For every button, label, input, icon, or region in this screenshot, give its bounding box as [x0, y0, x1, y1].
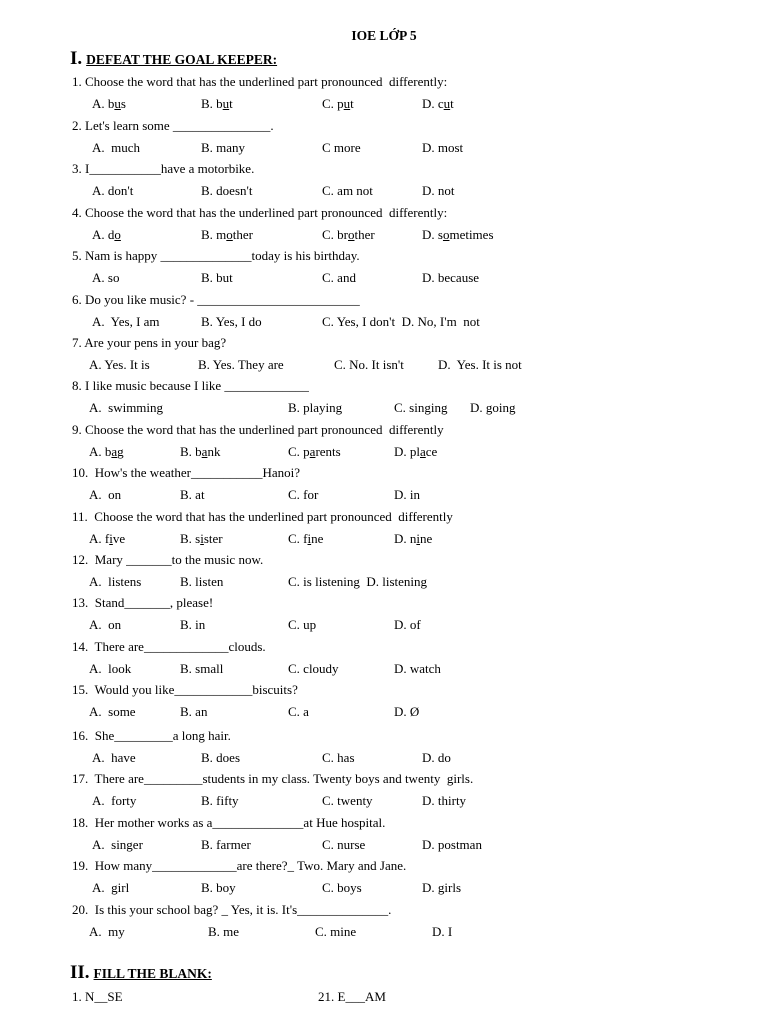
answer-option [208, 924, 239, 940]
page-title: IOE LỚP 5 [351, 28, 417, 43]
option-text: D. thirty [422, 793, 467, 808]
answer-option [470, 400, 516, 416]
question-text: 15. Would you like____________biscuits? [72, 682, 298, 697]
option-text: D. going [470, 400, 516, 415]
answer-option [180, 574, 223, 590]
option-text: B. playing [288, 400, 343, 415]
option-text: B. doesn't [201, 183, 253, 198]
answer-option [422, 96, 454, 112]
option-text: C. f [288, 531, 308, 546]
option-text-rest: ster [203, 531, 223, 546]
question-text: 8. I like music because I like _____________ [72, 378, 309, 393]
answer-option [92, 880, 129, 896]
option-text: B. Yes. They are [198, 357, 284, 372]
section-1-number: I. [70, 48, 83, 69]
section-1-title: DEFEAT THE GOAL KEEPER: [86, 52, 278, 67]
option-text: B. small [180, 661, 224, 676]
underlined-letter: a [111, 444, 118, 459]
option-text: B. Yes, I do [201, 314, 262, 329]
option-text: A. d [92, 227, 115, 242]
option-text-rest: ne [311, 531, 324, 546]
question-text: 20. Is this your school bag? _ Yes, it is. It's______________. [72, 902, 392, 917]
answer-option [92, 140, 140, 156]
answer-option [201, 314, 262, 330]
option-text: D. in [394, 487, 420, 502]
answer-option [422, 837, 482, 853]
option-text: B. b [180, 444, 202, 459]
option-text: B. at [180, 487, 205, 502]
fill-suffix: AM [364, 989, 386, 1004]
answer-option [201, 837, 251, 853]
option-text: A. b [89, 444, 112, 459]
option-text: C. up [288, 617, 317, 632]
option-text-rest: t [229, 96, 233, 111]
question-text: 9. Choose the word that has the underlined part pronounced differently [72, 422, 444, 437]
answer-option [92, 183, 133, 199]
option-text: B. listen [180, 574, 224, 589]
option-text-rest: metimes [449, 227, 494, 242]
question-text: 19. How many_____________are there?_ Two. Mary and Jane. [72, 858, 407, 873]
answer-option [92, 227, 121, 243]
underlined-letter: i [307, 531, 312, 546]
question-text: 14. There are_____________clouds. [72, 639, 266, 654]
answer-option [92, 750, 136, 766]
option-text: C more [322, 140, 361, 155]
answer-option [322, 270, 356, 286]
answer-option [201, 227, 253, 243]
answer-option [180, 704, 207, 720]
option-text: D. watch [394, 661, 441, 676]
question-text: 2. Let's learn some _______________. [72, 118, 274, 133]
underlined-letter: u [443, 96, 451, 111]
answer-option [201, 793, 239, 809]
answer-option [89, 924, 125, 940]
answer-option [288, 661, 339, 677]
underlined-letter: u [343, 96, 351, 111]
answer-option [394, 704, 419, 720]
answer-option [180, 661, 223, 677]
option-text: A. f [89, 531, 110, 546]
option-text: A. on [89, 487, 122, 502]
option-text-rest: t [350, 96, 354, 111]
question-text: 16. She_________a long hair. [72, 728, 231, 743]
option-text: D. Yes. It is not [438, 357, 522, 372]
option-text: B. in [180, 617, 206, 632]
option-text: A. forty [92, 793, 137, 808]
answer-option [89, 400, 163, 416]
answer-option [89, 487, 121, 503]
underlined-letter: a [201, 444, 208, 459]
option-text: A. my [89, 924, 125, 939]
answer-option [422, 880, 461, 896]
option-text: A. much [92, 140, 141, 155]
question-text: 5. Nam is happy ______________today is his birthday. [72, 248, 360, 263]
underlined-letter: u [222, 96, 230, 111]
option-text-rest: ne [420, 531, 433, 546]
option-text: B. does [201, 750, 240, 765]
option-text: D. pl [394, 444, 420, 459]
option-text: C. p [322, 96, 344, 111]
answer-option [89, 704, 136, 720]
option-text: C. singing [394, 400, 448, 415]
option-text-rest: ther [232, 227, 254, 242]
option-text: C. nurse [322, 837, 366, 852]
section-2-title: FILL THE BLANK: [93, 966, 212, 981]
answer-option [89, 357, 150, 373]
answer-option [394, 444, 437, 460]
answer-option [315, 924, 356, 940]
fill-blank: ___ [345, 989, 365, 1004]
option-text: C. cloudy [288, 661, 339, 676]
option-text: B. many [201, 140, 246, 155]
answer-option [89, 444, 124, 460]
option-text: A. some [89, 704, 136, 719]
answer-option [394, 400, 447, 416]
question-text: 18. Her mother works as a______________at Hue hospital. [72, 815, 386, 830]
option-text: B. m [201, 227, 227, 242]
answer-option [288, 487, 318, 503]
option-text: C. for [288, 487, 319, 502]
fill-prefix: 21. E [318, 989, 346, 1004]
option-text-rest: ce [425, 444, 438, 459]
option-text: A. so [92, 270, 120, 285]
answer-option [394, 487, 420, 503]
fill-suffix: SE [107, 989, 123, 1004]
answer-option [92, 96, 126, 112]
answer-option [322, 793, 373, 809]
underlined-letter: u [114, 96, 121, 111]
option-text: C. No. It isn't [334, 357, 404, 372]
fill-blank: __ [94, 989, 108, 1004]
answer-option [201, 140, 245, 156]
option-text: C. twenty [322, 793, 373, 808]
option-text: C. p [288, 444, 310, 459]
underlined-letter: o [348, 227, 355, 242]
section-2-heading [70, 962, 212, 984]
option-text: B. fifty [201, 793, 239, 808]
answer-option [322, 314, 480, 330]
option-text: C. br [322, 227, 348, 242]
option-text: D. most [422, 140, 464, 155]
answer-option [394, 617, 421, 633]
option-text: D. n [394, 531, 417, 546]
answer-option [89, 617, 121, 633]
question-text: 7. Are your pens in your bag? [72, 335, 227, 350]
answer-option [322, 183, 373, 199]
option-text: A. singer [92, 837, 143, 852]
answer-option [422, 140, 463, 156]
section-1-heading [70, 48, 277, 70]
option-text-rest: t [450, 96, 454, 111]
option-text: B. s [180, 531, 201, 546]
question-text: 11. Choose the word that has the underlined part pronounced differently [72, 509, 453, 524]
answer-option [89, 661, 131, 677]
option-text: B. boy [201, 880, 236, 895]
answer-option [322, 880, 362, 896]
underlined-letter: o [114, 227, 121, 242]
answer-option [422, 183, 455, 199]
question-text: 6. Do you like music? - _________________________ [72, 292, 360, 307]
answer-option [422, 227, 494, 243]
question-text: 12. Mary _______to the music now. [72, 552, 264, 567]
option-text: B. but [201, 270, 233, 285]
answer-option [201, 96, 233, 112]
option-text-rest: g [117, 444, 124, 459]
option-text: D. of [394, 617, 421, 632]
option-text: C. mine [315, 924, 357, 939]
option-text-rest: rents [315, 444, 341, 459]
option-text: A. Yes. It is [89, 357, 150, 372]
option-text: C. boys [322, 880, 362, 895]
option-text: D. I [432, 924, 453, 939]
answer-option [422, 793, 466, 809]
fill-blank-item [318, 989, 386, 1005]
answer-option [334, 357, 404, 373]
question-text: 3. I___________have a motorbike. [72, 161, 255, 176]
answer-option [201, 183, 252, 199]
fill-prefix: 1. N [72, 989, 95, 1004]
option-text: D. Ø [394, 704, 420, 719]
underlined-letter: o [226, 227, 233, 242]
answer-option [92, 837, 143, 853]
option-text: C. a [288, 704, 309, 719]
answer-option [92, 270, 119, 286]
option-text: B. an [180, 704, 208, 719]
option-text-rest: ther [354, 227, 375, 242]
answer-option [322, 750, 355, 766]
option-text: A. girl [92, 880, 130, 895]
answer-option [180, 617, 205, 633]
answer-option [288, 531, 323, 547]
answer-option [322, 140, 361, 156]
option-text: B. me [208, 924, 240, 939]
answer-option [201, 880, 236, 896]
option-text: B. b [201, 96, 223, 111]
answer-option [89, 574, 141, 590]
option-text: A. on [89, 617, 122, 632]
question-text: 10. How's the weather___________Hanoi? [72, 465, 300, 480]
answer-option [198, 357, 284, 373]
option-text: C. is listening D. listening [288, 574, 428, 589]
answer-option [394, 531, 432, 547]
answer-option [288, 574, 427, 590]
answer-option [288, 400, 342, 416]
answer-option [89, 531, 125, 547]
question-text: 1. Choose the word that has the underlined part pronounced differently: [72, 74, 448, 89]
option-text: D. c [422, 96, 444, 111]
option-text: D. do [422, 750, 451, 765]
underlined-letter: a [309, 444, 316, 459]
option-text: D. s [422, 227, 443, 242]
option-text: A. don't [92, 183, 134, 198]
option-text: A. Yes, I am [92, 314, 160, 329]
underlined-letter: o [442, 227, 450, 242]
option-text: D. girls [422, 880, 461, 895]
answer-option [180, 487, 205, 503]
option-text: A. b [92, 96, 115, 111]
answer-option [438, 357, 522, 373]
answer-option [288, 704, 309, 720]
answer-option [422, 270, 479, 286]
answer-option [180, 531, 223, 547]
question-text: 17. There are_________students in my class. Twenty boys and twenty girls. [72, 771, 474, 786]
answer-option [322, 837, 365, 853]
section-2-number: II. [70, 962, 90, 983]
answer-option [432, 924, 452, 940]
option-text: C. am not [322, 183, 373, 198]
answer-option [422, 750, 451, 766]
option-text: D. postman [422, 837, 482, 852]
answer-option [201, 750, 240, 766]
answer-option [394, 661, 441, 677]
fill-blank-item [72, 989, 123, 1005]
option-text-rest: s [120, 96, 126, 111]
answer-option [92, 314, 160, 330]
option-text: A. look [89, 661, 132, 676]
option-text: C. and [322, 270, 356, 285]
underlined-letter: i [416, 531, 421, 546]
answer-option [322, 227, 375, 243]
question-text: 13. Stand_______, please! [72, 595, 214, 610]
option-text-rest: ve [112, 531, 126, 546]
underlined-letter: i [109, 531, 113, 546]
answer-option [288, 444, 341, 460]
option-text: D. not [422, 183, 455, 198]
answer-option [92, 793, 136, 809]
answer-option [322, 96, 354, 112]
option-text: A. have [92, 750, 136, 765]
underlined-letter: a [420, 444, 426, 459]
option-text: A. listens [89, 574, 142, 589]
option-text: B. farmer [201, 837, 251, 852]
option-text: C. has [322, 750, 355, 765]
answer-option [201, 270, 233, 286]
option-text: C. Yes, I don't D. No, I'm not [322, 314, 480, 329]
option-text-rest: nk [207, 444, 221, 459]
answer-option [180, 444, 220, 460]
option-text: D. because [422, 270, 480, 285]
option-text: A. swimming [89, 400, 164, 415]
answer-option [288, 617, 316, 633]
underlined-letter: i [200, 531, 204, 546]
question-text: 4. Choose the word that has the underlined part pronounced differently: [72, 205, 448, 220]
